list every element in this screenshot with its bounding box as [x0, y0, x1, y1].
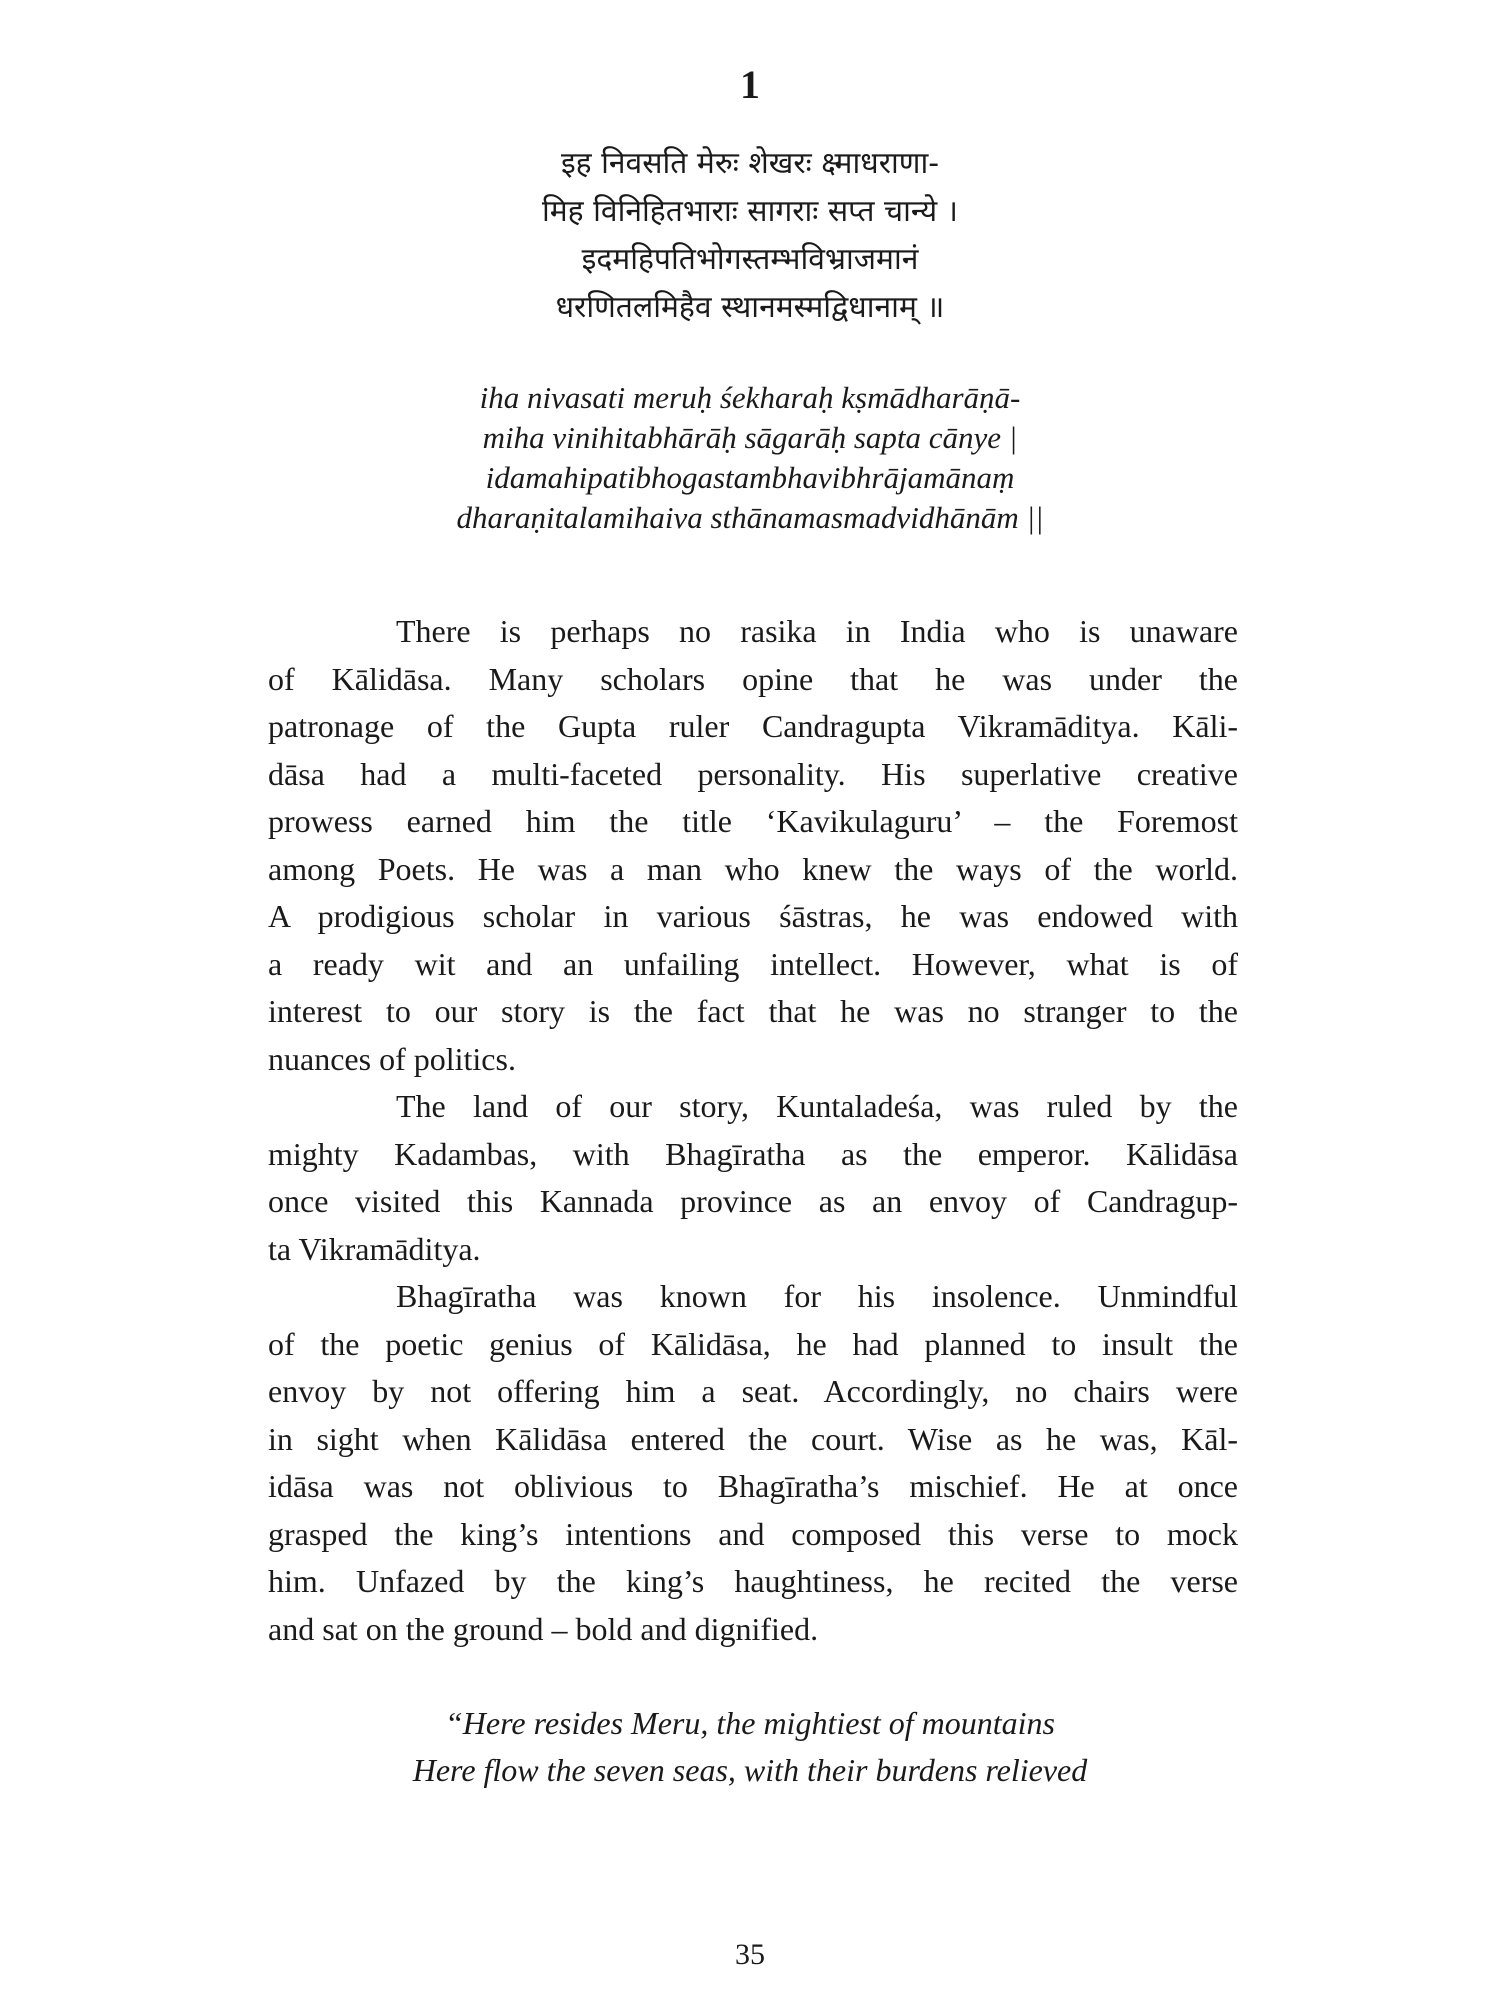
- page-number: 35: [735, 1938, 765, 1971]
- text-line: ta Vikramāditya.: [268, 1230, 481, 1267]
- text-line: among Poets. He was a man who knew the ways of the world.: [268, 850, 1238, 887]
- transliteration-line: iha nivasati meruḥ śekharaḥ kṣmādharāṇā-: [479, 380, 1021, 415]
- sanskrit-verse-line: धरणितलमिहैव स्थानमस्मद्विधानाम् ॥: [555, 290, 945, 325]
- text-line: nuances of politics.: [268, 1040, 516, 1077]
- transliteration-line: idamahipatibhogastambhavibhrājamānaṃ: [485, 460, 1015, 495]
- text-line: interest to our story is the fact that he was no stranger to the: [268, 993, 1238, 1029]
- transliteration-line: dharaṇitalamihaiva sthānamasmadvidhānām ||: [456, 500, 1044, 535]
- text-line: patronage of the Gupta ruler Candragupta Vikramāditya. Kāli-: [268, 708, 1238, 744]
- sanskrit-verse-line: इदमहिपतिभोगस्तम्भविभ्राजमानं: [581, 242, 919, 277]
- text-line: The land of our story, Kuntaladeśa, was ruled by the: [396, 1088, 1238, 1124]
- paragraph-1: [268, 608, 1238, 1083]
- sanskrit-verse-line: मिह विनिहितभाराः सागराः सप्त चान्ये ।: [541, 194, 959, 229]
- text-line: in sight when Kālidāsa entered the court. Wise as he was, Kāl-: [268, 1420, 1238, 1457]
- transliteration-line: miha vinihitabhārāḥ sāgarāḥ sapta cānye |: [482, 420, 1018, 455]
- text-line: of Kālidāsa. Many scholars opine that he was under the: [268, 660, 1238, 697]
- chapter-number: 1: [740, 62, 760, 107]
- paragraph-2: [268, 1083, 1238, 1273]
- transliteration-verse: [0, 378, 1500, 538]
- quote-line: Here flow the seven seas, with their burdens relieved: [412, 1752, 1088, 1788]
- text-line: once visited this Kannada province as an envoy of Candragup-: [268, 1183, 1238, 1219]
- text-line: a ready wit and an unfailing intellect. However, what is of: [268, 945, 1238, 982]
- body-text: [268, 608, 1238, 1653]
- sanskrit-verse: [0, 140, 1500, 332]
- text-line: of the poetic genius of Kālidāsa, he had planned to insult the: [268, 1325, 1238, 1362]
- text-line: grasped the king’s intentions and composed this verse to mock: [268, 1515, 1238, 1552]
- sanskrit-verse-line: इह निवसति मेरुः शेखरः क्ष्माधराणा-: [560, 146, 940, 181]
- translation-quote: [0, 1700, 1500, 1794]
- quote-line: “Here resides Meru, the mightiest of mountains: [444, 1705, 1055, 1741]
- text-line: idāsa was not oblivious to Bhagīratha’s mischief. He at once: [268, 1468, 1238, 1504]
- text-line: There is perhaps no rasika in India who is unaware: [396, 613, 1238, 649]
- text-line: dāsa had a multi-faceted personality. His superlative creative: [268, 755, 1238, 792]
- text-line: Bhagīratha was known for his insolence. Unmindful: [396, 1278, 1238, 1314]
- paragraph-3: [268, 1273, 1238, 1653]
- text-line: prowess earned him the title ‘Kavikulaguru’ – the Foremost: [268, 803, 1238, 839]
- text-line: and sat on the ground – bold and dignified.: [268, 1610, 819, 1647]
- text-line: mighty Kadambas, with Bhagīratha as the emperor. Kālidāsa: [268, 1135, 1238, 1172]
- text-line: A prodigious scholar in various śāstras, he was endowed with: [268, 898, 1238, 934]
- text-line: him. Unfazed by the king’s haughtiness, he recited the verse: [268, 1563, 1238, 1599]
- text-line: envoy by not offering him a seat. Accordingly, no chairs were: [268, 1373, 1238, 1409]
